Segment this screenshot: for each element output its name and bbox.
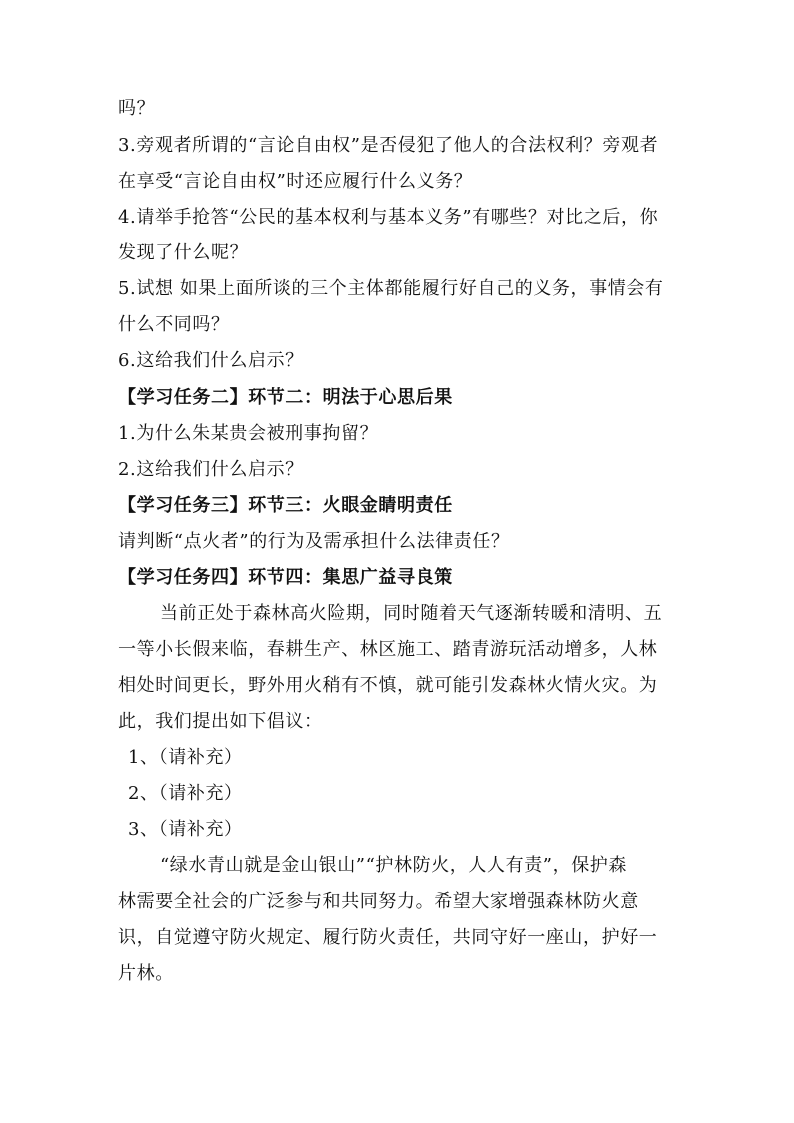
question-3-line-1: 3.旁观者所谓的“言论自由权”是否侵犯了他人的合法权利？旁观者 (118, 135, 659, 156)
closing-paragraph-line: “绿水青山就是金山银山”“护林防火，人人有责”，保护森 (160, 855, 628, 876)
question-4-line-1: 4.请举手抢答“公民的基本权利与基本义务”有哪些？对比之后，你 (118, 207, 659, 228)
paragraph-line: 相处时间更长，野外用火稍有不慎，就可能引发森林火情火灾。为 (118, 675, 658, 696)
question-5-line-2: 什么不同吗？ (118, 314, 230, 335)
closing-paragraph-line: 片林。 (118, 963, 174, 984)
text-line: 吗？ (118, 98, 156, 119)
task-three-question: 请判断“点火者”的行为及需承担什么法律责任？ (118, 531, 510, 552)
task-two-question-1: 1.为什么朱某贵会被刑事拘留？ (118, 423, 379, 444)
paragraph-line: 当前正处于森林高火险期，同时随着天气逐渐转暖和清明、五 (160, 603, 663, 624)
proposal-item-1: 1、（请补充） (128, 747, 243, 768)
proposal-item-3: 3、（请补充） (128, 819, 243, 840)
task-three-heading: 【学习任务三】环节三：火眼金睛明责任 (118, 495, 453, 516)
question-5-line-1: 5.试想 如果上面所谈的三个主体都能履行好自己的义务，事情会有 (118, 278, 664, 299)
closing-paragraph-line: 林需要全社会的广泛参与和共同努力。希望大家增强森林防火意 (118, 891, 639, 912)
task-two-question-2: 2.这给我们什么启示？ (118, 459, 304, 480)
question-3-line-2: 在享受“言论自由权”时还应履行什么义务？ (118, 171, 473, 192)
question-6: 6.这给我们什么启示？ (118, 350, 304, 371)
proposal-item-2: 2、（请补充） (128, 783, 243, 804)
closing-paragraph-line: 识，自觉遵守防火规定、履行防火责任，共同守好一座山，护好一 (118, 927, 658, 948)
task-four-heading: 【学习任务四】环节四：集思广益寻良策 (118, 567, 453, 588)
paragraph-line: 此，我们提出如下倡议： (118, 711, 323, 732)
paragraph-line: 一等小长假来临，春耕生产、林区施工、踏青游玩活动增多，人林 (118, 639, 658, 660)
question-4-line-2: 发现了什么呢？ (118, 242, 249, 263)
task-two-heading: 【学习任务二】环节二：明法于心思后果 (118, 387, 453, 408)
